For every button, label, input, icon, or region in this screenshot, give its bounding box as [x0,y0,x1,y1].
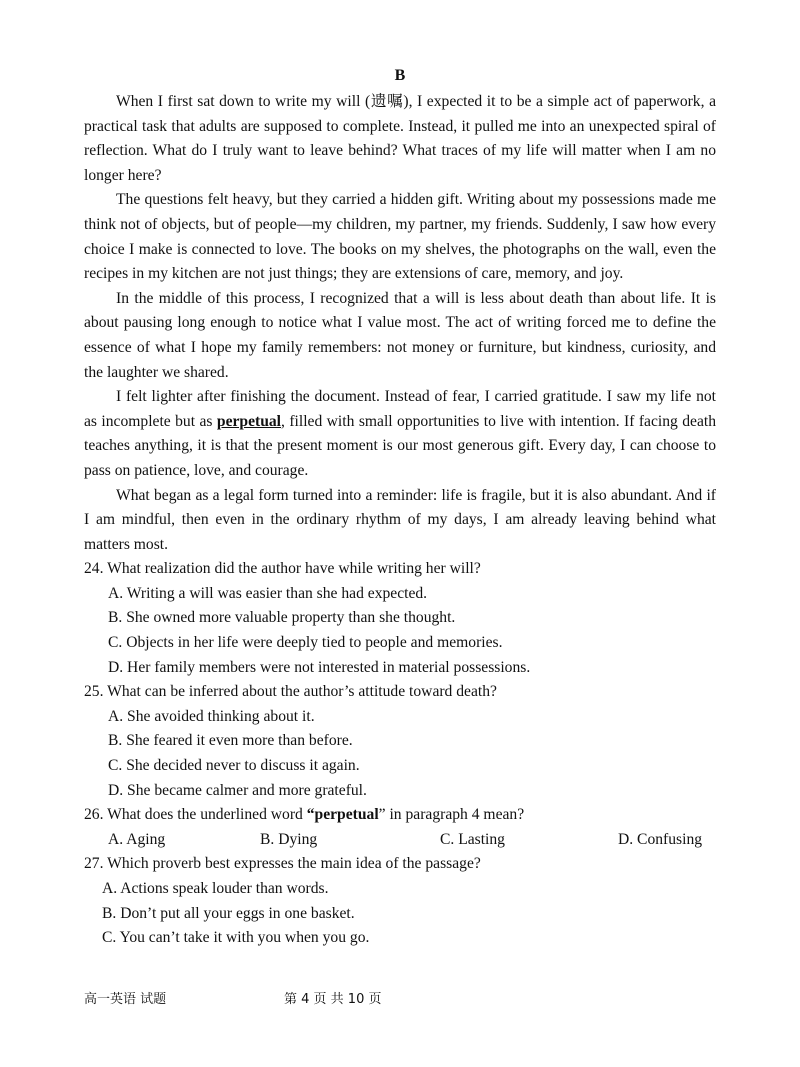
question-24 [84,557,716,680]
question-25-option-a: A. She avoided thinking about it. [108,707,315,725]
question-25-option-d: D. She became calmer and more grateful. [108,781,367,799]
question-27-option-a: A. Actions speak louder than words. [102,880,329,897]
exam-page [84,68,716,951]
footer-exam-title: 高一英语 试题 [84,992,167,1007]
question-26-stem [84,803,716,828]
question-27 [84,852,716,950]
question-24-option-c: C. Objects in her life were deeply tied to people and memories. [108,634,503,652]
question-24-stem: 24. What realization did the author have while writing her will? [84,560,481,578]
footer-page-number: 第 4 页 共 10 页 [284,992,382,1007]
passage-paragraph-2: The questions felt heavy, but they carried a hidden gift. Writing about my possessions made me think not of objects, but of people—my children, my partner, my friends. Suddenly, I saw how every choice I make is connected to love. The books on my shelves, the photographs on the wall, even the recipes in my kitchen are not just things; they are extensions of care, memory, and joy. [84,191,716,283]
question-26-option-c: C. Lasting [440,830,505,848]
question-24-option-d: D. Her family members were not interested in material possessions. [108,658,531,676]
question-27-option-c: C. You can’t take it with you when you go. [102,929,370,947]
passage-paragraph-3: In the middle of this process, I recognized that a will is less about death than about life. It is about pausing long enough to notice what I value most. The act of writing forced me to define the essence of what I hope my family remembers: not money or furniture, but kindness, curiosity, and the laughter we shared. [84,289,716,381]
underlined-word-perpetual: perpetual [216,412,282,430]
question-26-keyword: “perpetual [306,806,379,824]
question-25-stem: 25. What can be inferred about the author’s attitude toward death? [84,683,497,701]
question-24-option-a: A. Writing a will was easier than she had expected. [108,584,428,602]
question-26-stem-after: ” in paragraph 4 mean? [378,806,525,824]
question-27-stem: 27. Which proverb best expresses the main idea of the passage? [84,855,481,873]
question-24-option-b: B. She owned more valuable property than she thought. [108,609,456,627]
passage-paragraph-1: When I first sat down to write my will (遗嘱), I expected it to be a simple act of paperwork, a practical task that adults are supposed to complete. Instead, it pulled me into an unexpected spiral of reflection. What do I truly want to leave behind? What traces of my life will matter when I am no longer here? [84,93,716,184]
question-26-stem-before: 26. What does the underlined word [84,806,307,824]
passage-paragraph-5: What began as a legal form turned into a reminder: life is fragile, but it is also abundant. And if I am mindful, then even in the ordinary rhythm of my days, I am already leaving behind what matters most. [84,486,716,553]
question-26-option-a: A. Aging [108,830,166,848]
question-26-options [108,828,716,853]
question-27-option-b: B. Don’t put all your eggs in one basket. [102,904,355,922]
passage-paragraph-4 [84,385,716,483]
section-label: B [394,67,406,84]
question-25-option-b: B. She feared it even more than before. [108,732,353,750]
question-25-option-c: C. She decided never to discuss it again. [108,757,360,775]
question-26-option-b: B. Dying [260,830,318,848]
question-26-option-d: D. Confusing [618,830,703,848]
question-25 [84,680,716,803]
question-26 [84,803,716,852]
paragraph-4-text-before: I felt lighter after finishing the document. Instead of fear, I carried gratitude. I saw my life not as incomplete but as [84,388,716,430]
paragraph-4-text-after: , filled with small opportunities to live with intention. If facing death teaches anything, it is that the present moment is our most generous gift. Every day, I can choose to pass on patience, love, and courage. [84,412,717,479]
